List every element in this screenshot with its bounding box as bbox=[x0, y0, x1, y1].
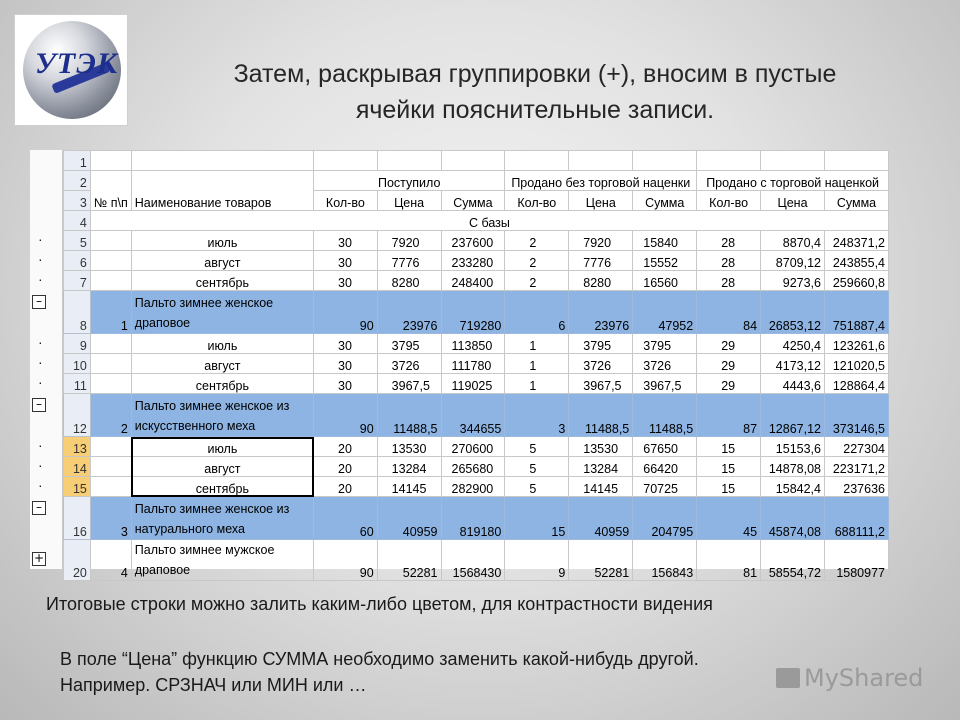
value-cell[interactable]: 270600 bbox=[441, 437, 505, 457]
logo-text: УТЭК bbox=[35, 47, 119, 80]
product-name-line1: Пальто зимнее мужское bbox=[134, 543, 275, 557]
cell[interactable] bbox=[314, 151, 378, 171]
product-name-cell[interactable] bbox=[131, 540, 313, 581]
price-header[interactable]: Цена bbox=[761, 191, 825, 211]
table-row bbox=[64, 354, 889, 374]
table-row bbox=[64, 271, 889, 291]
value-cell[interactable]: 87 bbox=[697, 394, 761, 437]
row-number-cell[interactable] bbox=[90, 334, 131, 354]
presentation-icon bbox=[776, 668, 800, 688]
value-cell[interactable]: 282900 bbox=[441, 477, 505, 497]
value-cell[interactable]: 70725 bbox=[633, 477, 697, 497]
product-name-line1: Пальто зимнее женское из bbox=[134, 399, 290, 413]
value-cell[interactable]: 26853,12 bbox=[761, 291, 825, 334]
table-row bbox=[64, 334, 889, 354]
cell[interactable] bbox=[441, 151, 505, 171]
qty-header[interactable]: Кол-во bbox=[505, 191, 569, 211]
value-cell[interactable]: 204795 bbox=[633, 497, 697, 540]
value-cell[interactable]: 13530 bbox=[569, 437, 633, 457]
collapse-group-button[interactable]: – bbox=[32, 501, 46, 515]
value-cell[interactable]: 29 bbox=[697, 354, 761, 374]
value-cell[interactable]: 11488,5 bbox=[569, 394, 633, 437]
expand-group-button[interactable]: + bbox=[33, 550, 45, 565]
value-cell[interactable]: 4443,6 bbox=[761, 374, 825, 394]
value-cell[interactable]: 15 bbox=[697, 457, 761, 477]
row-header[interactable]: 2 bbox=[64, 171, 91, 191]
row-header[interactable]: 12 bbox=[64, 394, 91, 437]
table-row bbox=[64, 211, 889, 231]
value-cell[interactable]: 11488,5 bbox=[633, 394, 697, 437]
value-cell[interactable]: 8870,4 bbox=[761, 231, 825, 251]
product-name-line2: искусственного меха bbox=[134, 419, 256, 433]
row-header[interactable]: 1 bbox=[64, 151, 91, 171]
table-row bbox=[64, 231, 889, 251]
row-header[interactable]: 13 bbox=[64, 437, 91, 457]
cell[interactable] bbox=[131, 151, 313, 171]
value-cell[interactable]: 121020,5 bbox=[824, 354, 888, 374]
value-cell[interactable]: 3967,5 bbox=[377, 374, 441, 394]
value-cell[interactable]: 3795 bbox=[633, 334, 697, 354]
value-cell[interactable]: 2 bbox=[505, 271, 569, 291]
row-header[interactable]: 14 bbox=[64, 457, 91, 477]
table-row bbox=[64, 437, 889, 457]
product-name-cell[interactable]: сентябрь bbox=[131, 477, 313, 497]
product-name-line1: Пальто зимнее женское из bbox=[134, 502, 290, 516]
value-cell[interactable]: 237600 bbox=[441, 231, 505, 251]
row-header[interactable]: 16 bbox=[64, 497, 91, 540]
value-cell[interactable]: 29 bbox=[697, 334, 761, 354]
col-name-header[interactable]: Наименование товаров bbox=[131, 171, 313, 211]
row-number-cell[interactable]: 1 bbox=[90, 291, 131, 334]
value-cell[interactable]: 16560 bbox=[633, 271, 697, 291]
value-cell[interactable]: 15552 bbox=[633, 251, 697, 271]
value-cell[interactable]: 15153,6 bbox=[761, 437, 825, 457]
value-cell[interactable]: 3967,5 bbox=[633, 374, 697, 394]
product-name-line2: драповое bbox=[134, 563, 191, 577]
value-cell[interactable]: 28 bbox=[697, 231, 761, 251]
price-header[interactable]: Цена bbox=[569, 191, 633, 211]
cell[interactable] bbox=[697, 151, 761, 171]
value-cell[interactable]: 1 bbox=[505, 334, 569, 354]
value-cell[interactable]: 20 bbox=[314, 437, 378, 457]
value-cell[interactable]: 688111,2 bbox=[824, 497, 888, 540]
value-cell[interactable]: 248371,2 bbox=[824, 231, 888, 251]
value-cell[interactable]: 9273,6 bbox=[761, 271, 825, 291]
value-cell[interactable]: 5 bbox=[505, 457, 569, 477]
product-name-cell[interactable]: август bbox=[131, 457, 313, 477]
row-header[interactable]: 7 bbox=[64, 271, 91, 291]
value-cell[interactable]: 113850 bbox=[441, 334, 505, 354]
value-cell[interactable]: 6 bbox=[505, 291, 569, 334]
value-cell[interactable]: 1568430 bbox=[441, 540, 505, 581]
value-cell[interactable]: 128864,4 bbox=[824, 374, 888, 394]
value-cell[interactable]: 66420 bbox=[633, 457, 697, 477]
row-header[interactable]: 9 bbox=[64, 334, 91, 354]
value-cell[interactable]: 7776 bbox=[569, 251, 633, 271]
value-cell[interactable]: 90 bbox=[314, 540, 378, 581]
row-header[interactable]: 4 bbox=[64, 211, 91, 231]
value-cell[interactable]: 243855,4 bbox=[824, 251, 888, 271]
value-cell[interactable]: 40959 bbox=[569, 497, 633, 540]
value-cell[interactable]: 751887,4 bbox=[824, 291, 888, 334]
row-number-cell[interactable] bbox=[90, 477, 131, 497]
value-cell[interactable]: 3726 bbox=[569, 354, 633, 374]
watermark-text: MyShared bbox=[804, 664, 924, 692]
value-cell[interactable]: 1 bbox=[505, 354, 569, 374]
product-name-line1: Пальто зимнее женское bbox=[134, 296, 274, 310]
value-cell[interactable]: 9 bbox=[505, 540, 569, 581]
row-header[interactable]: 11 bbox=[64, 374, 91, 394]
value-cell[interactable]: 20 bbox=[314, 457, 378, 477]
value-cell[interactable]: 47952 bbox=[633, 291, 697, 334]
table-row bbox=[64, 171, 889, 191]
cell[interactable] bbox=[824, 151, 888, 171]
row-header[interactable]: 3 bbox=[64, 191, 91, 211]
value-cell[interactable]: 15 bbox=[697, 477, 761, 497]
value-cell[interactable]: 30 bbox=[314, 354, 378, 374]
value-cell[interactable]: 13284 bbox=[377, 457, 441, 477]
value-cell[interactable]: 3967,5 bbox=[569, 374, 633, 394]
value-cell[interactable]: 1 bbox=[505, 374, 569, 394]
row-header[interactable]: 10 bbox=[64, 354, 91, 374]
row-number-cell[interactable] bbox=[90, 457, 131, 477]
value-cell[interactable]: 11488,5 bbox=[377, 394, 441, 437]
sum-header[interactable]: Сумма bbox=[441, 191, 505, 211]
value-cell[interactable]: 3795 bbox=[377, 334, 441, 354]
row-header[interactable]: 6 bbox=[64, 251, 91, 271]
from-base-cell[interactable]: С базы bbox=[90, 211, 888, 231]
row-number-cell[interactable]: 4 bbox=[90, 540, 131, 581]
value-cell[interactable]: 265680 bbox=[441, 457, 505, 477]
value-cell[interactable]: 156843 bbox=[633, 540, 697, 581]
value-cell[interactable]: 58554,72 bbox=[761, 540, 825, 581]
value-cell[interactable]: 60 bbox=[314, 497, 378, 540]
cell[interactable] bbox=[505, 151, 569, 171]
slide-title-line1: Затем, раскрывая группировки (+), вносим в пустые bbox=[233, 60, 837, 88]
value-cell[interactable]: 7920 bbox=[569, 231, 633, 251]
value-cell[interactable]: 3795 bbox=[569, 334, 633, 354]
value-cell[interactable]: 2 bbox=[505, 251, 569, 271]
spreadsheet-grid bbox=[63, 150, 889, 581]
outline-dot: · bbox=[38, 333, 43, 350]
row-number-cell[interactable] bbox=[90, 437, 131, 457]
value-cell[interactable]: 111780 bbox=[441, 354, 505, 374]
row-number-cell[interactable] bbox=[90, 354, 131, 374]
value-cell[interactable]: 23976 bbox=[569, 291, 633, 334]
outline-dot: · bbox=[38, 230, 43, 247]
sum-header[interactable]: Сумма bbox=[824, 191, 888, 211]
watermark bbox=[776, 664, 923, 692]
value-cell[interactable]: 3726 bbox=[633, 354, 697, 374]
table-row bbox=[64, 251, 889, 271]
table-row bbox=[64, 457, 889, 477]
value-cell[interactable]: 15 bbox=[697, 437, 761, 457]
value-cell[interactable]: 2 bbox=[505, 231, 569, 251]
cell[interactable] bbox=[569, 151, 633, 171]
value-cell[interactable]: 13284 bbox=[569, 457, 633, 477]
slide-title-line2: ячейки пояснительные записи. bbox=[355, 96, 715, 124]
row-number-cell[interactable] bbox=[90, 231, 131, 251]
logo bbox=[14, 14, 128, 126]
product-name-line2: драповое bbox=[134, 316, 191, 330]
product-name-cell[interactable]: июль bbox=[131, 334, 313, 354]
outline-dot: · bbox=[38, 250, 43, 267]
cell[interactable] bbox=[377, 151, 441, 171]
row-header[interactable]: 8 bbox=[64, 291, 91, 334]
value-cell[interactable]: 14145 bbox=[377, 477, 441, 497]
table-row bbox=[64, 374, 889, 394]
value-cell[interactable]: 30 bbox=[314, 374, 378, 394]
row-header[interactable]: 5 bbox=[64, 231, 91, 251]
qty-header[interactable]: Кол-во bbox=[314, 191, 378, 211]
product-name-cell[interactable]: август bbox=[131, 354, 313, 374]
value-cell[interactable]: 15 bbox=[505, 497, 569, 540]
qty-header[interactable]: Кол-во bbox=[697, 191, 761, 211]
value-cell[interactable]: 14145 bbox=[569, 477, 633, 497]
row-number-cell[interactable]: 2 bbox=[90, 394, 131, 437]
sum-header[interactable]: Сумма bbox=[633, 191, 697, 211]
value-cell[interactable]: 52281 bbox=[377, 540, 441, 581]
cell[interactable] bbox=[90, 151, 131, 171]
group-sold-markup-header[interactable]: Продано с торговой наценкой bbox=[697, 171, 889, 191]
row-number-cell[interactable]: 3 bbox=[90, 497, 131, 540]
value-cell[interactable]: 20 bbox=[314, 477, 378, 497]
row-header[interactable]: 15 bbox=[64, 477, 91, 497]
value-cell[interactable]: 7776 bbox=[377, 251, 441, 271]
value-cell[interactable]: 4173,12 bbox=[761, 354, 825, 374]
value-cell[interactable]: 259660,8 bbox=[824, 271, 888, 291]
value-cell[interactable]: 7920 bbox=[377, 231, 441, 251]
outline-bar bbox=[30, 150, 63, 569]
row-number-cell[interactable] bbox=[90, 271, 131, 291]
value-cell[interactable]: 90 bbox=[314, 394, 378, 437]
value-cell[interactable]: 12867,12 bbox=[761, 394, 825, 437]
value-cell[interactable]: 119025 bbox=[441, 374, 505, 394]
outline-dot: · bbox=[38, 436, 43, 453]
value-cell[interactable]: 1580977 bbox=[824, 540, 888, 581]
value-cell[interactable]: 30 bbox=[314, 334, 378, 354]
product-name-cell[interactable]: август bbox=[131, 251, 313, 271]
row-number-cell[interactable] bbox=[90, 374, 131, 394]
value-cell[interactable]: 15840 bbox=[633, 231, 697, 251]
notes-block bbox=[60, 646, 699, 698]
total-row bbox=[64, 291, 889, 334]
cell[interactable] bbox=[633, 151, 697, 171]
col-num-header[interactable]: № п\п bbox=[90, 171, 131, 211]
product-name-cell[interactable] bbox=[131, 497, 313, 540]
price-header[interactable]: Цена bbox=[377, 191, 441, 211]
value-cell[interactable]: 248400 bbox=[441, 271, 505, 291]
value-cell[interactable]: 233280 bbox=[441, 251, 505, 271]
value-cell[interactable]: 67650 bbox=[633, 437, 697, 457]
outline-dot: · bbox=[38, 373, 43, 390]
note-line3: Например. СРЗНАЧ или МИН или … bbox=[60, 675, 367, 695]
value-cell[interactable]: 30 bbox=[314, 271, 378, 291]
value-cell[interactable]: 45874,08 bbox=[761, 497, 825, 540]
value-cell[interactable]: 90 bbox=[314, 291, 378, 334]
value-cell[interactable]: 344655 bbox=[441, 394, 505, 437]
value-cell[interactable]: 81 bbox=[697, 540, 761, 581]
value-cell[interactable]: 23976 bbox=[377, 291, 441, 334]
value-cell[interactable]: 227304 bbox=[824, 437, 888, 457]
value-cell[interactable]: 8280 bbox=[569, 271, 633, 291]
value-cell[interactable]: 819180 bbox=[441, 497, 505, 540]
value-cell[interactable]: 5 bbox=[505, 477, 569, 497]
outline-dot: · bbox=[38, 456, 43, 473]
value-cell[interactable]: 15842,4 bbox=[761, 477, 825, 497]
product-name-cell[interactable]: сентябрь bbox=[131, 271, 313, 291]
outline-dot: · bbox=[38, 353, 43, 370]
group-sold-no-markup-header[interactable]: Продано без торговой наценки bbox=[505, 171, 697, 191]
product-name-cell[interactable]: июль bbox=[131, 231, 313, 251]
total-row bbox=[64, 394, 889, 437]
product-name-cell[interactable]: июль bbox=[131, 437, 313, 457]
note-line2: В поле “Цена” функцию СУММА необходимо заменить какой-нибудь другой. bbox=[60, 649, 699, 669]
value-cell[interactable]: 123261,6 bbox=[824, 334, 888, 354]
table-row bbox=[64, 151, 889, 171]
collapse-group-button[interactable]: – bbox=[32, 295, 46, 309]
value-cell[interactable]: 373146,5 bbox=[824, 394, 888, 437]
value-cell[interactable]: 223171,2 bbox=[824, 457, 888, 477]
value-cell[interactable]: 237636 bbox=[824, 477, 888, 497]
total-row bbox=[64, 497, 889, 540]
value-cell[interactable]: 30 bbox=[314, 231, 378, 251]
slide-title bbox=[150, 56, 920, 128]
product-name-cell[interactable]: сентябрь bbox=[131, 374, 313, 394]
value-cell[interactable]: 4250,4 bbox=[761, 334, 825, 354]
note-line1: Итоговые строки можно залить каким-либо цветом, для контрастности видения bbox=[46, 594, 713, 614]
table-row bbox=[64, 477, 889, 497]
value-cell[interactable]: 3726 bbox=[377, 354, 441, 374]
spreadsheet bbox=[30, 150, 889, 580]
value-cell[interactable]: 28 bbox=[697, 251, 761, 271]
product-name-cell[interactable] bbox=[131, 291, 313, 334]
value-cell[interactable]: 29 bbox=[697, 374, 761, 394]
value-cell[interactable]: 8280 bbox=[377, 271, 441, 291]
table-row bbox=[64, 540, 889, 581]
group-received-header[interactable]: Поступило bbox=[314, 171, 505, 191]
value-cell[interactable]: 719280 bbox=[441, 291, 505, 334]
value-cell[interactable]: 45 bbox=[697, 497, 761, 540]
outline-dot: · bbox=[38, 270, 43, 287]
value-cell[interactable]: 28 bbox=[697, 271, 761, 291]
value-cell[interactable]: 40959 bbox=[377, 497, 441, 540]
value-cell[interactable]: 13530 bbox=[377, 437, 441, 457]
outline-dot: · bbox=[38, 476, 43, 493]
value-cell[interactable]: 8709,12 bbox=[761, 251, 825, 271]
product-name-cell[interactable] bbox=[131, 394, 313, 437]
value-cell[interactable]: 30 bbox=[314, 251, 378, 271]
cell[interactable] bbox=[761, 151, 825, 171]
value-cell[interactable]: 5 bbox=[505, 437, 569, 457]
product-name-line2: натурального меха bbox=[134, 522, 245, 536]
value-cell[interactable]: 84 bbox=[697, 291, 761, 334]
value-cell[interactable]: 52281 bbox=[569, 540, 633, 581]
row-number-cell[interactable] bbox=[90, 251, 131, 271]
row-header[interactable]: 20 bbox=[64, 540, 91, 581]
collapse-group-button[interactable]: – bbox=[32, 398, 46, 412]
value-cell[interactable]: 3 bbox=[505, 394, 569, 437]
value-cell[interactable]: 14878,08 bbox=[761, 457, 825, 477]
